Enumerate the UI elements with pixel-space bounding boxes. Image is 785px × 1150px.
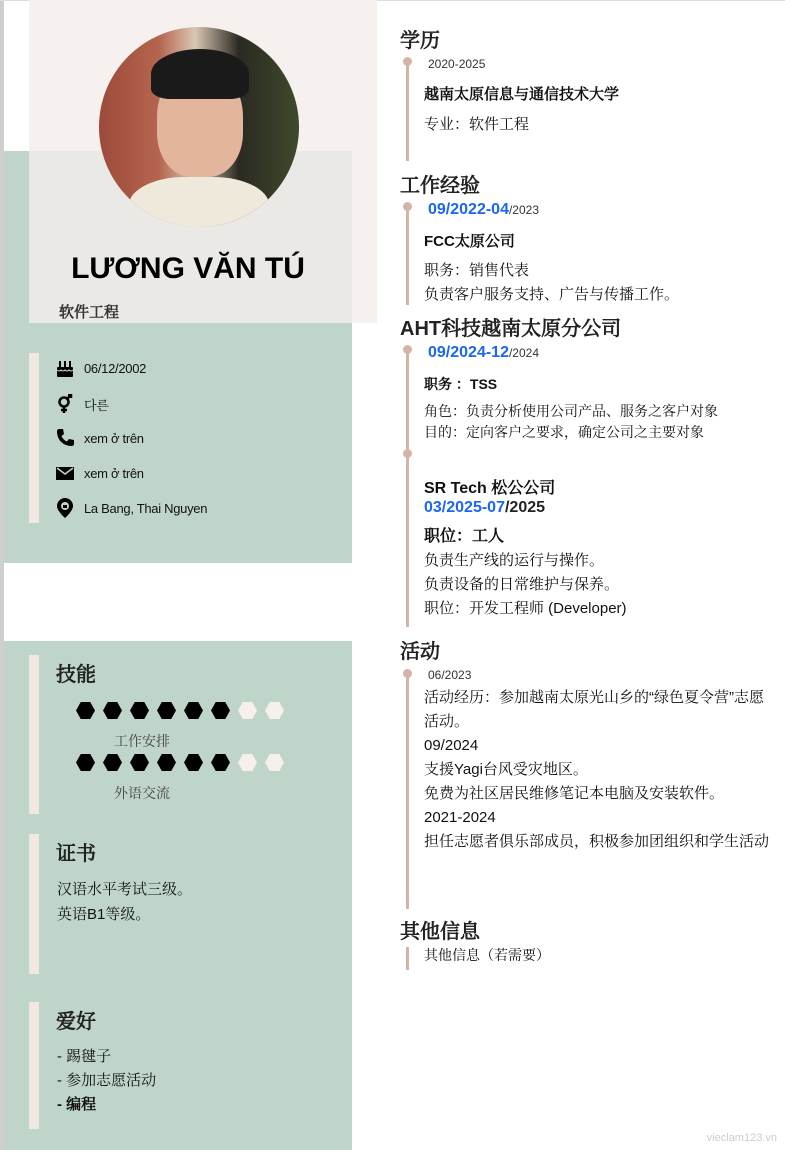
detail-line: 负责生产线的运行与操作。 <box>424 552 605 569</box>
contact-text: xem ở trên <box>84 465 144 481</box>
rating-hex-filled <box>76 702 95 719</box>
job1-date <box>428 201 539 219</box>
timeline-line <box>406 673 409 909</box>
date-rest: /2025 <box>504 499 546 516</box>
education-period: 2020-2025 <box>428 57 486 71</box>
date-highlight: 03/2025-07 <box>424 499 505 516</box>
education-school: 越南太原信息与通信技术大学 <box>424 86 620 103</box>
detail-line: 职务：销售代表 <box>424 262 530 279</box>
detail-line: 09/2024 <box>424 737 479 754</box>
contact-text: 06/12/2002 <box>84 360 147 376</box>
date-highlight: 09/2024-12 <box>428 344 509 361</box>
detail-line: 负责设备的日常维护与保养。 <box>424 576 620 593</box>
rating-hex-filled <box>130 754 149 771</box>
company2-heading: AHT科技越南太原分公司 <box>400 318 622 340</box>
contact-email <box>54 463 144 483</box>
timeline-dot <box>403 345 412 354</box>
job3-details <box>424 549 627 621</box>
phone-icon <box>54 428 76 448</box>
rating-hex-filled <box>184 702 203 719</box>
timeline-line <box>406 947 409 970</box>
email-icon <box>54 463 76 483</box>
certificates-list <box>57 877 192 927</box>
skill-rating-1 <box>76 702 284 719</box>
detail-line: 活动经历：参加越南太原光山乡的“绿色夏令营”志愿活动。 <box>424 689 764 730</box>
rating-hex-empty <box>265 754 284 771</box>
detail-line: 目的：定向客户之要求，确定公司之主要对象 <box>424 424 704 440</box>
rating-hex-filled <box>211 702 230 719</box>
rating-hex-empty <box>265 702 284 719</box>
rating-hex-empty <box>238 702 257 719</box>
rating-hex-filled <box>130 702 149 719</box>
timeline-line <box>406 206 409 305</box>
job2-date <box>428 344 539 362</box>
hobbies-accent-bar <box>29 1002 39 1129</box>
detail-line: 职位：开发工程师 (Developer) <box>424 600 627 617</box>
contact-gender <box>54 394 109 414</box>
rating-hex-empty <box>238 754 257 771</box>
other-text: 其他信息（若需要） <box>424 947 550 963</box>
certificate-item: 汉语水平考试三级。 <box>57 881 193 898</box>
hobby-item: - 编程 <box>57 1096 97 1113</box>
job3-role: 职位：工人 <box>424 528 505 545</box>
job3-date <box>424 499 545 517</box>
contact-birthday <box>54 358 146 378</box>
job-title: 软件工程 <box>59 304 120 321</box>
activity-date: 06/2023 <box>428 668 472 682</box>
timeline-line <box>406 61 409 161</box>
gender-icon <box>54 394 76 414</box>
rating-hex-filled <box>211 754 230 771</box>
certificates-heading: 证书 <box>56 843 96 865</box>
rating-hex-filled <box>184 754 203 771</box>
watermark: vieclam123.vn <box>706 1132 777 1144</box>
rating-hex-filled <box>157 702 176 719</box>
rating-hex-filled <box>103 754 122 771</box>
hobbies-list <box>57 1045 156 1117</box>
job1-details <box>424 259 679 307</box>
timeline-dot <box>403 669 412 678</box>
certificates-accent-bar <box>29 834 39 974</box>
contact-text: xem ở trên <box>84 430 144 446</box>
certificate-item: 英语B1等级。 <box>57 906 151 923</box>
rating-hex-filled <box>157 754 176 771</box>
birthday-cake-icon <box>54 358 76 378</box>
timeline-line <box>406 349 409 627</box>
job2-details <box>424 401 718 443</box>
contact-location <box>54 498 207 518</box>
skill-rating-2 <box>76 754 284 771</box>
hobbies-heading: 爱好 <box>56 1011 96 1033</box>
job1-company: FCC太原公司 <box>424 233 515 250</box>
location-icon <box>54 498 76 518</box>
date-rest: /2024 <box>508 346 539 360</box>
contact-accent-bar <box>29 353 39 523</box>
rating-hex-filled <box>76 754 95 771</box>
timeline-dot <box>403 57 412 66</box>
skills-accent-bar <box>29 655 39 814</box>
profile-photo <box>99 27 299 227</box>
contact-text: La Bang, Thai Nguyen <box>84 500 208 516</box>
skill-name: 外语交流 <box>114 785 170 801</box>
date-rest: /2023 <box>508 203 539 217</box>
activities-details <box>424 686 769 854</box>
work-heading: 工作经验 <box>400 175 480 197</box>
activities-heading: 活动 <box>400 641 440 663</box>
education-heading: 学历 <box>400 30 440 52</box>
job3-company: SR Tech 松公公司 <box>424 480 556 497</box>
detail-line: 角色：负责分析使用公司产品、服务之客户对象 <box>424 403 718 419</box>
contact-phone <box>54 428 144 448</box>
detail-line: 2021-2024 <box>424 809 496 826</box>
skills-heading: 技能 <box>56 664 96 686</box>
detail-line: 负责客户服务支持、广告与传播工作。 <box>424 286 680 303</box>
timeline-dot <box>403 202 412 211</box>
job2-role: 职务 ：TSS <box>424 376 498 392</box>
date-highlight: 09/2022-04 <box>428 201 509 218</box>
rating-hex-filled <box>103 702 122 719</box>
full-name: LƯƠNG VĂN TÚ <box>71 252 305 285</box>
contact-text: 다른 <box>84 397 109 413</box>
detail-line: 担任志愿者俱乐部成员，积极参加团组织和学生活动 <box>424 833 770 850</box>
detail-line: 支援Yagi台风受灾地区。 <box>424 761 588 778</box>
timeline-dot <box>403 449 412 458</box>
education-major: 专业：软件工程 <box>424 116 530 133</box>
detail-line: 免费为社区居民维修笔记本电脑及安装软件。 <box>424 785 725 802</box>
hobby-item: - 踢毽子 <box>57 1048 112 1065</box>
hobby-item: - 参加志愿活动 <box>57 1072 157 1089</box>
other-heading: 其他信息 <box>400 921 480 943</box>
skill-name: 工作安排 <box>114 733 170 749</box>
